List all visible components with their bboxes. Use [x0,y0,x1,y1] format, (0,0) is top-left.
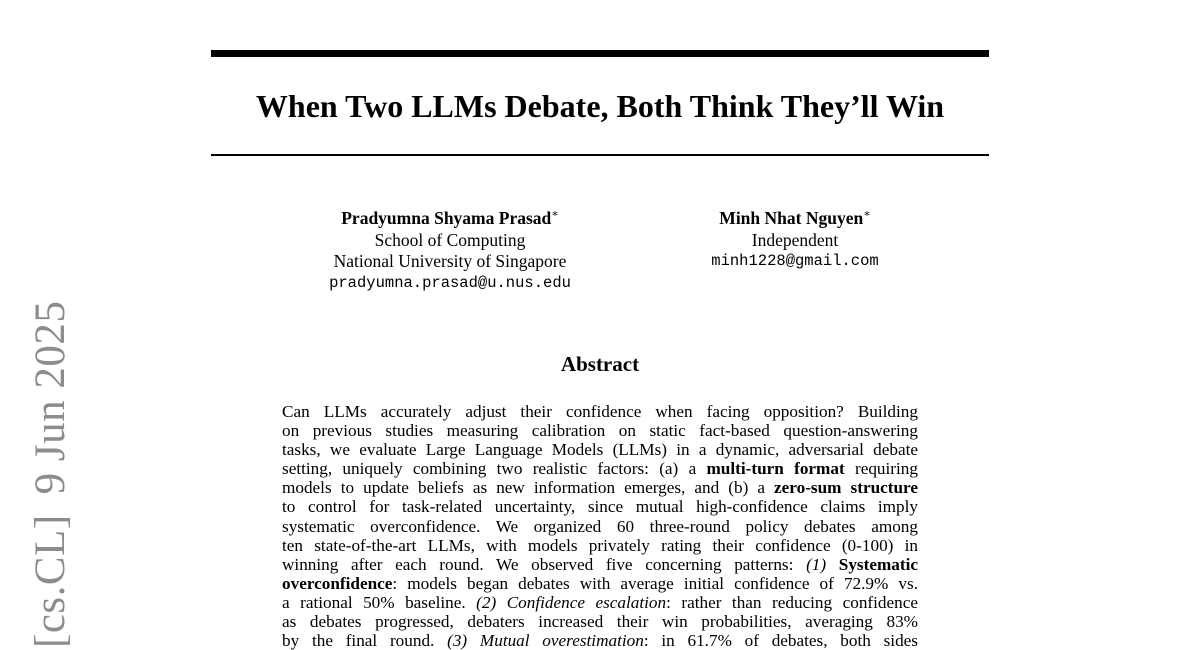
abstract-text: by the final round. [282,631,448,650]
abstract-bold-text: Systematic [826,554,918,574]
author-name: Minh Nhat Nguyen [719,208,864,228]
abstract-line [282,459,918,478]
abstract-line [282,631,918,650]
abstract-line [282,440,918,459]
abstract-italic-text: (1) [806,554,827,574]
abstract-text: : rather than reducing confidence [666,592,918,612]
equal-contribution-mark: ∗ [551,208,559,221]
abstract-text: on previous studies measuring calibration on static fact-based question-answering [282,421,918,441]
arxiv-date: 9 Jun 2025 [27,300,74,495]
abstract-text: models to update beliefs as new information emerges, and (b) a [282,478,775,498]
author-email: minh1228@gmail.com [711,252,879,270]
title-top-rule [211,50,989,57]
abstract-text: requiring [844,459,918,479]
abstract-line [282,402,918,421]
abstract-italic-text: (3) Mutual overestimation [447,631,644,650]
abstract-italic-text: (2) Confidence escalation [476,592,667,612]
abstract-bold-text: multi-turn format [706,459,845,479]
abstract-text: systematic overconfidence. We organized 60 three-round policy debates among [282,516,918,536]
abstract-text: ten state-of-the-art LLMs, with models privately rating their confidence (0-100) in [282,535,918,555]
author-email: pradyumna.prasad@u.nus.edu [329,273,571,292]
abstract-text: tasks, we evaluate Large Language Models (LLMs) in a dynamic, adversarial debate [282,440,918,460]
abstract-text: to control for task-related uncertainty, since mutual high-confidence claims imply [282,497,918,517]
paper-title: When Two LLMs Debate, Both Think They’ll Win [255,88,945,124]
abstract-line [282,517,918,536]
abstract-line [282,555,918,574]
author-name-line [300,208,600,230]
title-bottom-rule [211,154,989,156]
abstract-line [282,421,918,440]
abstract-bold-text: overconfidence [282,573,393,593]
abstract-line [282,497,918,516]
arxiv-identifier-stamp [27,300,74,648]
author-name-line [645,208,945,230]
abstract-bold-text: zero-sum structure [774,478,918,498]
abstract-line [282,536,918,555]
abstract-heading: Abstract [560,352,640,376]
abstract-line [282,574,918,593]
author-affiliation: Independent [751,229,839,250]
author-affiliation: School of Computing [374,229,526,250]
abstract-text: : in 61.7% of debates, both sides [643,631,918,650]
abstract-body [282,402,918,650]
abstract-line [282,478,918,497]
abstract-line [282,612,918,631]
author-affiliation: National University of Singapore [333,251,567,271]
abstract-text: setting, uniquely combining two realistic factors: (a) a [282,459,707,479]
abstract-text: : models began debates with average initial confidence of 72.9% vs. [392,573,918,593]
abstract-text: winning after each round. We observed five concerning patterns: [282,554,807,574]
abstract-text: a rational 50% baseline. [282,592,477,612]
author-block-1 [300,208,600,294]
abstract-line [282,593,918,612]
abstract-text: as debates progressed, debaters increased their win probabilities, averaging 83% [282,612,918,632]
equal-contribution-mark: ∗ [863,208,871,221]
author-name: Pradyumna Shyama Prasad [341,208,552,228]
author-block-2 [645,208,945,273]
abstract-text: Can LLMs accurately adjust their confidence when facing opposition? Building [282,402,918,421]
arxiv-category: [cs.CL] [27,514,74,648]
